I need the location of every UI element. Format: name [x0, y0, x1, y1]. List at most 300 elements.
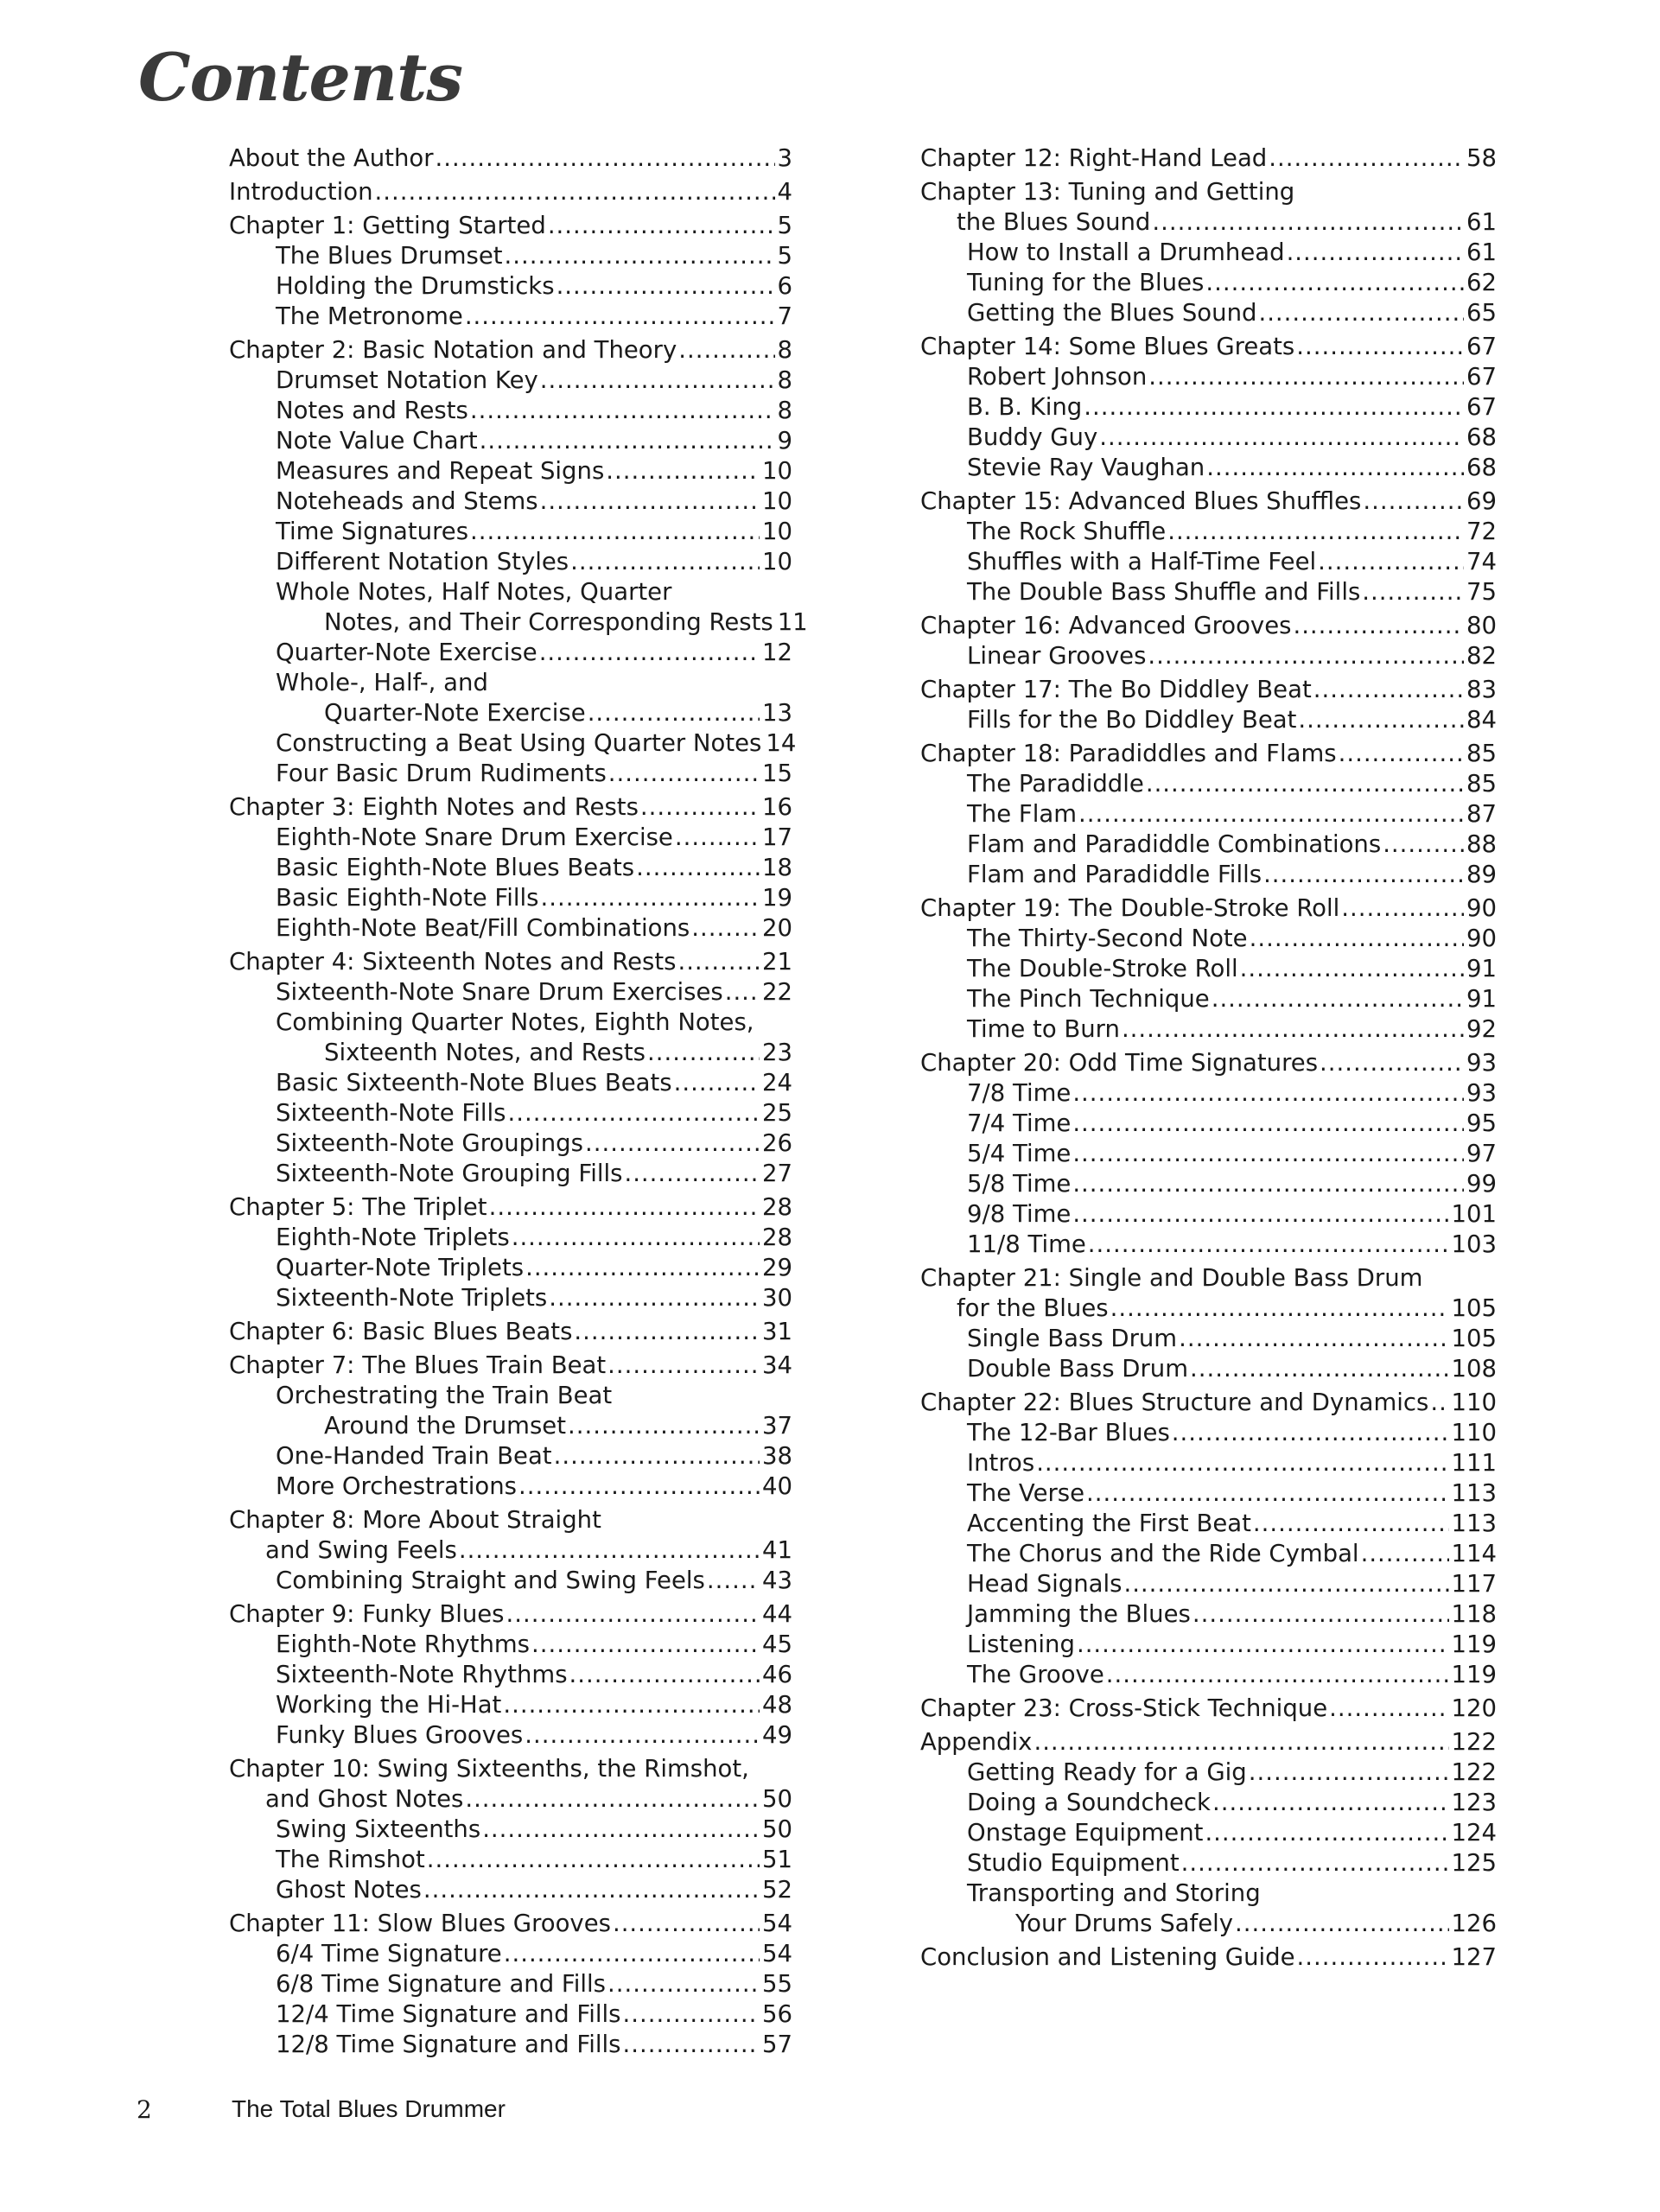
toc-dot-leader [568, 1411, 760, 1441]
toc-section-entry[interactable] [920, 1630, 1497, 1660]
toc-entry-title: Chapter 20: Odd Time Signatures [920, 1049, 1319, 1077]
toc-dot-leader [1084, 392, 1464, 423]
toc-entry-title: The Blues Drumset [276, 242, 503, 270]
toc-entry-title: Chapter 17: The Bo Diddley Beat [920, 676, 1312, 703]
toc-entry-page-number: 56 [762, 2000, 792, 2028]
toc-section-entry[interactable] [920, 238, 1497, 268]
toc-section-entry[interactable] [229, 1875, 792, 1905]
toc-section-entry[interactable] [920, 423, 1497, 453]
toc-chapter-entry[interactable] [229, 1909, 792, 1939]
toc-chapter-entry[interactable] [229, 143, 792, 174]
toc-dot-leader [482, 1815, 760, 1845]
toc-section-entry[interactable] [229, 1969, 792, 1999]
toc-entry-title: Notes, and Their Corresponding Rests [324, 608, 773, 636]
toc-section-entry[interactable] [229, 1098, 792, 1128]
toc-section-entry[interactable] [229, 759, 792, 789]
toc-chapter-entry[interactable] [229, 1192, 792, 1223]
toc-entry-page-number: 69 [1466, 487, 1497, 515]
toc-dot-leader [613, 1909, 760, 1939]
toc-entry-page-number: 13 [762, 699, 792, 727]
toc-section-entry[interactable] [229, 913, 792, 944]
toc-dot-leader [540, 486, 760, 517]
toc-dot-leader [549, 1283, 760, 1313]
toc-entry-title: Chapter 18: Paradiddles and Flams [920, 740, 1337, 767]
toc-dot-leader [623, 2030, 760, 2060]
toc-chapter-entry[interactable] [920, 1048, 1497, 1078]
toc-entry-title: Appendix [920, 1728, 1033, 1756]
toc-entry-page-number: 91 [1466, 955, 1497, 982]
toc-section-entry[interactable] [229, 853, 792, 883]
toc-dot-leader [1341, 893, 1464, 924]
toc-dot-leader [1077, 1630, 1449, 1660]
toc-entry-page-number: 117 [1451, 1570, 1497, 1598]
toc-dot-leader [1249, 1758, 1449, 1788]
toc-section-entry[interactable] [920, 1848, 1497, 1878]
toc-section-entry[interactable] [920, 1569, 1497, 1599]
toc-entry-page-number: 8 [777, 366, 792, 394]
toc-dot-leader [1296, 332, 1464, 362]
toc-section-entry[interactable] [229, 1471, 792, 1502]
toc-entry-page-number: 23 [762, 1039, 792, 1066]
toc-entry-page-number: 118 [1451, 1600, 1497, 1628]
toc-dot-leader [525, 1253, 760, 1283]
toc-entry-page-number: 7 [777, 302, 792, 330]
toc-entry-title: Around the Drumset [324, 1412, 566, 1440]
toc-entry-page-number: 126 [1451, 1910, 1497, 1937]
toc-entry-page-number: 85 [1466, 740, 1497, 767]
toc-entry-title: Chapter 6: Basic Blues Beats [229, 1318, 573, 1345]
toc-entry-page-number: 46 [762, 1661, 792, 1688]
toc-entry-page-number: 99 [1466, 1170, 1497, 1198]
toc-entry-title: The Double-Stroke Roll [967, 955, 1238, 982]
toc-entry-title: Eighth-Note Beat/Fill Combinations [276, 914, 690, 942]
toc-entry-page-number: 113 [1451, 1510, 1497, 1537]
toc-chapter-entry[interactable] [229, 335, 792, 365]
toc-chapter-entry[interactable] [920, 1388, 1497, 1418]
toc-entry-title: Quarter-Note Exercise [324, 699, 586, 727]
toc-section-entry[interactable] [229, 1223, 792, 1253]
toc-entry-title: Combining Straight and Swing Feels [276, 1567, 705, 1594]
toc-entry-title: Basic Eighth-Note Fills [276, 884, 539, 912]
toc-section-entry[interactable] [920, 1169, 1497, 1199]
toc-section-entry[interactable] [229, 426, 792, 456]
toc-entry-title: Constructing a Beat Using Quarter Notes [276, 729, 762, 757]
toc-entry-page-number: 68 [1466, 454, 1497, 481]
toc-entry-title: Sixteenth Notes, and Rests [324, 1039, 646, 1066]
toc-section-entry[interactable] [229, 823, 792, 853]
toc-entry-title: Shuffles with a Half-Time Feel [967, 548, 1317, 575]
toc-chapter-entry[interactable] [920, 1942, 1497, 1973]
toc-chapter-entry[interactable] [229, 1351, 792, 1381]
toc-dot-leader [470, 517, 760, 547]
toc-section-entry[interactable] [920, 1509, 1497, 1539]
toc-chapter-entry[interactable] [229, 211, 792, 241]
toc-dot-leader [1263, 860, 1464, 890]
toc-dot-leader [531, 1630, 760, 1660]
toc-entry-page-number: 110 [1451, 1389, 1497, 1416]
toc-entry-title: The Double Bass Shuffle and Fills [967, 578, 1361, 606]
toc-entry-page-number: 18 [762, 854, 792, 881]
toc-entry-title: Sixteenth-Note Snare Drum Exercises [276, 978, 723, 1006]
toc-entry-page-number: 22 [762, 978, 792, 1006]
toc-entry-title: and Ghost Notes [265, 1785, 464, 1813]
toc-entry-title: Swing Sixteenths [276, 1815, 481, 1843]
toc-entry-title: 11/8 Time [967, 1230, 1086, 1258]
toc-entry-page-number: 4 [777, 178, 792, 206]
toc-chapter-entry[interactable] [920, 611, 1497, 641]
toc-entry-title: The Rimshot [276, 1846, 425, 1873]
toc-section-entry[interactable] [920, 954, 1497, 984]
toc-entry-title: Measures and Repeat Signs [276, 457, 605, 485]
toc-section-entry[interactable] [920, 1354, 1497, 1384]
toc-entry-title: Notes and Rests [276, 397, 468, 424]
toc-section-entry[interactable] [920, 769, 1497, 799]
toc-entry-title: Four Basic Drum Rudiments [276, 760, 607, 787]
toc-dot-leader [607, 1969, 760, 1999]
toc-entry-title: One-Handed Train Beat [276, 1442, 552, 1470]
toc-entry-page-number: 6 [777, 272, 792, 300]
toc-entry-title: Chapter 7: The Blues Train Beat [229, 1351, 607, 1379]
toc-dot-leader [1088, 1230, 1449, 1260]
toc-section-entry[interactable] [229, 486, 792, 517]
toc-entry-page-number: 49 [762, 1721, 792, 1749]
toc-section-entry[interactable] [229, 638, 792, 668]
toc-dot-leader [636, 853, 760, 883]
toc-entry-title: Sixteenth-Note Fills [276, 1099, 506, 1127]
toc-entry-title: Different Notation Styles [276, 548, 569, 575]
toc-section-entry[interactable] [229, 1253, 792, 1283]
toc-section-entry[interactable] [229, 1441, 792, 1471]
toc-entry-page-number: 10 [762, 457, 792, 485]
toc-entry-page-number: 111 [1451, 1449, 1497, 1477]
toc-entry-title: Linear Grooves [967, 642, 1147, 670]
toc-dot-leader [1212, 1788, 1449, 1818]
toc-section-entry[interactable] [920, 1078, 1497, 1109]
toc-section-entry[interactable] [920, 1418, 1497, 1448]
toc-section-entry[interactable] [920, 984, 1497, 1014]
toc-dot-leader [1181, 1848, 1449, 1878]
toc-section-entry[interactable] [920, 641, 1497, 671]
toc-dot-leader [1148, 641, 1464, 671]
toc-entry-page-number: 105 [1451, 1325, 1497, 1352]
toc-dot-leader [503, 1690, 760, 1720]
toc-entry-page-number: 97 [1466, 1140, 1497, 1167]
toc-entry-page-number: 21 [762, 948, 792, 976]
toc-chapter-entry[interactable] [229, 1317, 792, 1347]
toc-entry-page-number: 92 [1466, 1015, 1497, 1043]
toc-dot-leader [707, 1566, 760, 1596]
toc-chapter-entry[interactable] [920, 739, 1497, 769]
toc-section-entry[interactable] [920, 1448, 1497, 1478]
toc-entry-page-number: 15 [762, 760, 792, 787]
footer-page-number: 2 [137, 2095, 152, 2124]
toc-dot-leader [574, 1317, 760, 1347]
toc-section-entry[interactable] [920, 1230, 1497, 1260]
toc-section-entry[interactable] [229, 547, 792, 577]
toc-dot-leader [1122, 1014, 1464, 1045]
toc-entry-title: the Blues Sound [957, 208, 1151, 236]
toc-chapter-entry[interactable] [920, 1727, 1497, 1758]
toc-chapter-entry[interactable] [920, 675, 1497, 705]
toc-entry-page-number: 50 [762, 1815, 792, 1843]
toc-section-entry[interactable] [229, 1566, 792, 1596]
toc-entry-title: 6/4 Time Signature [276, 1940, 502, 1967]
toc-section-entry[interactable] [229, 271, 792, 302]
toc-section-entry[interactable] [229, 365, 792, 396]
toc-section-entry[interactable] [229, 1660, 792, 1690]
toc-entry-page-number: 91 [1466, 985, 1497, 1013]
toc-section-entry[interactable] [229, 1283, 792, 1313]
toc-dot-leader [541, 883, 760, 913]
toc-dot-leader [1072, 1078, 1464, 1109]
toc-dot-leader [1430, 1388, 1448, 1418]
toc-entry-title: Eighth-Note Snare Drum Exercise [276, 823, 673, 851]
toc-entry-title: Working the Hi-Hat [276, 1691, 502, 1719]
toc-dot-leader [1205, 268, 1464, 298]
toc-entry-page-number: 67 [1466, 363, 1497, 391]
toc-section-entry[interactable] [229, 1815, 792, 1845]
toc-dot-leader [1110, 1294, 1449, 1324]
toc-section-entry[interactable] [920, 860, 1497, 890]
toc-entry-page-number: 67 [1466, 333, 1497, 360]
toc-entry-page-number: 84 [1466, 706, 1497, 734]
toc-dot-leader [470, 396, 775, 426]
toc-entry-page-number: 3 [777, 144, 792, 172]
toc-entry-page-number: 72 [1466, 518, 1497, 545]
toc-entry-page-number: 58 [1466, 144, 1497, 172]
toc-chapter-entry[interactable] [920, 893, 1497, 924]
toc-entry-page-number: 26 [762, 1129, 792, 1157]
toc-entry-title: Chapter 12: Right-Hand Lead [920, 144, 1268, 172]
toc-section-entry[interactable] [229, 1720, 792, 1751]
toc-dot-leader [506, 1599, 760, 1630]
toc-entry-page-number: 37 [762, 1412, 792, 1440]
toc-section-entry[interactable] [229, 728, 797, 759]
toc-entry-title: The Paradiddle [967, 770, 1144, 798]
toc-entry-page-number: 108 [1451, 1355, 1497, 1382]
toc-section-entry[interactable] [229, 607, 808, 638]
toc-chapter-entry[interactable] [229, 947, 792, 977]
toc-dot-leader [1072, 1109, 1464, 1139]
toc-entry-title: Tuning for the Blues [967, 269, 1205, 296]
toc-entry-page-number: 27 [762, 1160, 792, 1187]
toc-entry-title: 6/8 Time Signature and Fills [276, 1970, 606, 1998]
toc-section-entry[interactable] [229, 1630, 792, 1660]
toc-entry-page-number: 51 [762, 1846, 792, 1873]
toc-entry-title: Quarter-Note Triplets [276, 1254, 525, 1281]
toc-entry-title: Chapter 9: Funky Blues [229, 1600, 505, 1628]
toc-entry-title: Noteheads and Stems [276, 487, 538, 515]
toc-entry-page-number: 12 [762, 639, 792, 666]
toc-entry-title: Getting the Blues Sound [967, 299, 1257, 327]
toc-section-entry[interactable] [229, 1411, 792, 1441]
toc-dot-leader [1072, 1169, 1464, 1199]
toc-entry-title: Listening [967, 1630, 1075, 1658]
toc-dot-leader [1205, 1818, 1448, 1848]
toc-section-entry[interactable] [229, 1068, 792, 1098]
toc-chapter-entry[interactable] [920, 143, 1497, 174]
toc-chapter-entry[interactable] [920, 332, 1497, 362]
toc-dot-leader [1172, 1418, 1449, 1448]
toc-entry-page-number: 67 [1466, 393, 1497, 421]
toc-section-entry[interactable] [229, 977, 792, 1007]
toc-entry-title: Chapter 15: Advanced Blues Shuffles [920, 487, 1362, 515]
toc-dot-leader [1240, 954, 1464, 984]
toc-entry-page-number: 30 [762, 1284, 792, 1312]
toc-dot-leader [691, 913, 760, 944]
toc-entry-title: Funky Blues Grooves [276, 1721, 524, 1749]
toc-entry-title: The Pinch Technique [967, 985, 1210, 1013]
toc-entry-page-number: 110 [1451, 1419, 1497, 1446]
toc-dot-leader [1036, 1448, 1448, 1478]
toc-entry-page-number: 54 [762, 1940, 792, 1967]
toc-entry-first-line: Orchestrating the Train Beat [276, 1382, 613, 1409]
toc-dot-leader [1258, 298, 1464, 328]
toc-dot-leader [1146, 769, 1464, 799]
toc-dot-leader [375, 177, 775, 207]
toc-section-entry[interactable] [920, 1324, 1497, 1354]
toc-entry-page-number: 11 [777, 608, 808, 636]
toc-section-entry[interactable] [920, 1199, 1497, 1230]
toc-section-entry[interactable] [229, 1038, 792, 1068]
toc-section-entry[interactable] [920, 924, 1497, 954]
toc-section-entry[interactable] [920, 1758, 1497, 1788]
toc-dot-leader [674, 1068, 760, 1098]
toc-entry-page-number: 9 [777, 427, 792, 454]
toc-dot-leader [1269, 143, 1464, 174]
toc-dot-leader [1363, 486, 1464, 517]
toc-section-entry[interactable] [920, 547, 1497, 577]
toc-section-entry[interactable] [229, 1690, 792, 1720]
toc-entry-page-number: 90 [1466, 925, 1497, 952]
toc-dot-leader [1293, 611, 1464, 641]
toc-entry-title: 5/8 Time [967, 1170, 1072, 1198]
toc-entry-title: Time Signatures [276, 518, 469, 545]
toc-entry-page-number: 62 [1466, 269, 1497, 296]
toc-section-entry[interactable] [920, 392, 1497, 423]
toc-section-entry[interactable] [920, 517, 1497, 547]
toc-section-entry[interactable] [920, 705, 1497, 735]
toc-entry-page-number: 10 [762, 548, 792, 575]
toc-section-entry[interactable] [920, 1909, 1497, 1939]
toc-chapter-entry[interactable] [229, 792, 792, 823]
toc-section-entry[interactable] [229, 1999, 792, 2030]
toc-chapter-entry[interactable] [920, 486, 1497, 517]
toc-section-entry[interactable] [229, 456, 792, 486]
toc-entry-page-number: 101 [1451, 1200, 1497, 1228]
toc-left-column [229, 140, 808, 2060]
toc-dot-leader [518, 1471, 760, 1502]
toc-entry-page-number: 20 [762, 914, 792, 942]
toc-dot-leader [569, 1660, 760, 1690]
toc-chapter-entry[interactable] [229, 1535, 792, 1566]
toc-section-entry[interactable] [229, 2030, 792, 2060]
toc-entry-page-number: 34 [762, 1351, 792, 1379]
toc-section-entry[interactable] [229, 698, 792, 728]
toc-section-entry[interactable] [920, 453, 1497, 483]
toc-section-entry[interactable] [920, 577, 1497, 607]
toc-entry-title: The Thirty-Second Note [967, 925, 1248, 952]
toc-section-entry[interactable] [920, 1818, 1497, 1848]
toc-section-entry[interactable] [229, 396, 792, 426]
toc-section-entry[interactable] [229, 1845, 792, 1875]
toc-chapter-entry[interactable] [920, 1694, 1497, 1724]
toc-section-entry[interactable] [229, 883, 792, 913]
toc-dot-leader [640, 792, 760, 823]
toc-entry-title: Onstage Equipment [967, 1819, 1204, 1847]
toc-entry-title: Chapter 4: Sixteenth Notes and Rests [229, 948, 677, 976]
toc-entry-title: Accenting the First Beat [967, 1510, 1251, 1537]
toc-entry-title: Basic Eighth-Note Blues Beats [276, 854, 635, 881]
toc-entry-first-line: Whole-, Half-, and [276, 669, 488, 696]
toc-entry-page-number: 80 [1466, 612, 1497, 639]
toc-section-entry[interactable] [920, 268, 1497, 298]
toc-entry-title: Conclusion and Listening Guide [920, 1943, 1295, 1971]
toc-section-entry[interactable] [920, 1109, 1497, 1139]
toc-section-entry[interactable] [920, 1788, 1497, 1818]
toc-dot-leader [1179, 1324, 1448, 1354]
toc-chapter-entry[interactable] [920, 207, 1497, 238]
toc-dot-leader [675, 823, 760, 853]
toc-entry-title: The Metronome [276, 302, 463, 330]
toc-dot-leader [677, 947, 760, 977]
toc-section-entry[interactable] [920, 1014, 1497, 1045]
toc-section-entry[interactable] [229, 1939, 792, 1969]
toc-chapter-entry[interactable] [920, 1294, 1497, 1324]
toc-chapter-entry[interactable] [229, 177, 792, 207]
toc-entry-title: Chapter 11: Slow Blues Grooves [229, 1910, 611, 1937]
toc-entry-first-line: Chapter 13: Tuning and Getting [920, 178, 1295, 206]
toc-section-entry[interactable] [229, 1159, 792, 1189]
toc-dot-leader [1287, 238, 1464, 268]
toc-entry-page-number: 16 [762, 793, 792, 821]
toc-section-entry[interactable] [920, 830, 1497, 860]
toc-dot-leader [624, 1159, 760, 1189]
toc-entry-page-number: 119 [1451, 1661, 1497, 1688]
toc-entry-page-number: 5 [777, 212, 792, 239]
toc-entry-page-number: 41 [762, 1536, 792, 1564]
toc-entry-page-number: 61 [1466, 238, 1497, 266]
toc-chapter-entry[interactable] [229, 1599, 792, 1630]
toc-chapter-entry[interactable] [229, 1784, 792, 1815]
toc-section-entry[interactable] [920, 1478, 1497, 1509]
toc-entry-title: Chapter 1: Getting Started [229, 212, 546, 239]
toc-section-entry[interactable] [920, 1599, 1497, 1630]
toc-section-entry[interactable] [920, 298, 1497, 328]
toc-entry-title: Chapter 3: Eighth Notes and Rests [229, 793, 639, 821]
toc-entry-page-number: 122 [1451, 1728, 1497, 1756]
toc-section-entry[interactable] [229, 241, 792, 271]
toc-section-entry[interactable] [920, 1139, 1497, 1169]
toc-entry-page-number: 89 [1466, 861, 1497, 888]
toc-dot-leader [1086, 1478, 1448, 1509]
toc-section-entry[interactable] [229, 517, 792, 547]
toc-entry-page-number: 125 [1451, 1849, 1497, 1877]
toc-section-entry[interactable] [920, 362, 1497, 392]
toc-section-entry[interactable] [229, 302, 792, 332]
toc-dot-leader [1072, 1199, 1448, 1230]
toc-section-entry[interactable] [920, 1660, 1497, 1690]
toc-entry-page-number: 83 [1466, 676, 1497, 703]
toc-section-entry[interactable] [920, 799, 1497, 830]
toc-entry-title: The Chorus and the Ride Cymbal [967, 1540, 1359, 1567]
toc-section-entry[interactable] [920, 1539, 1497, 1569]
toc-section-entry[interactable] [229, 1128, 792, 1159]
toc-dot-leader [1072, 1139, 1464, 1169]
toc-entry-title: Intros [967, 1449, 1035, 1477]
toc-entry-title: Buddy Guy [967, 423, 1098, 451]
toc-dot-leader [1339, 739, 1464, 769]
